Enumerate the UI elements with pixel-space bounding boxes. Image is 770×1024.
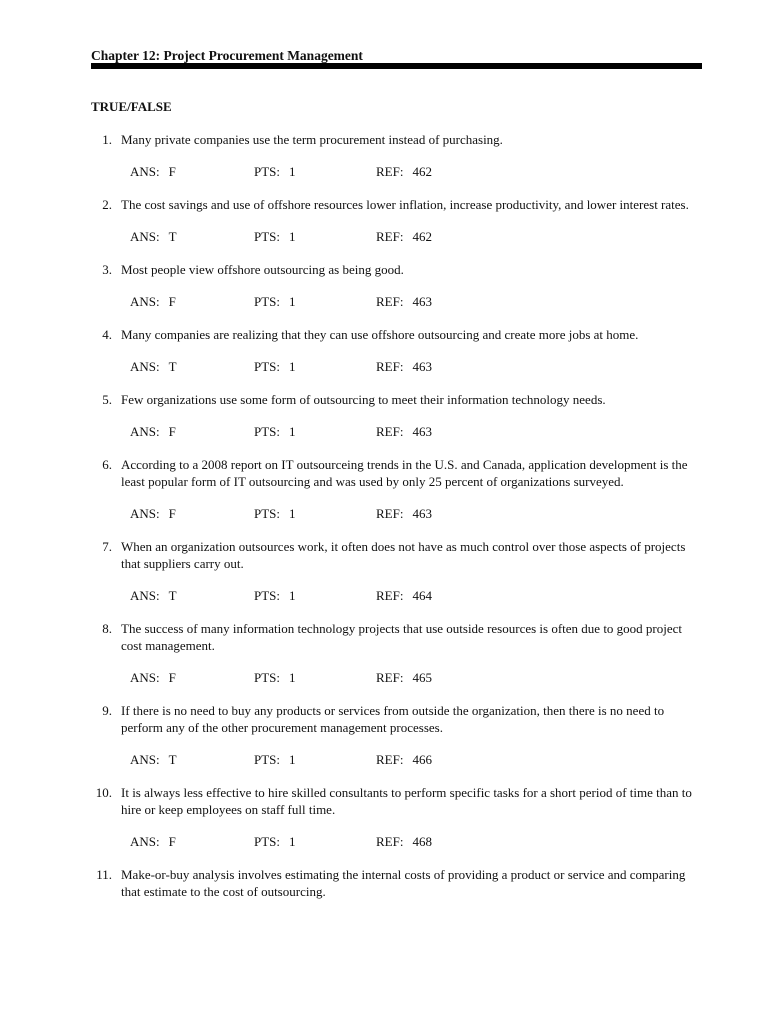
question-list bbox=[91, 131, 706, 916]
answer-line bbox=[91, 228, 706, 245]
question-text: It is always less effective to hire skilled consultants to perform specific tasks for a short period of time than to hire or keep employees on staff full time. bbox=[121, 785, 692, 817]
question-text: If there is no need to buy any products or services from outside the organization, then there is no need to perform any of the other procurement management processes. bbox=[121, 703, 665, 735]
ref-label: REF: bbox=[376, 752, 404, 767]
answer-line bbox=[91, 423, 706, 440]
pts-label: PTS: bbox=[254, 359, 281, 374]
question-number: 3. bbox=[102, 262, 112, 277]
ref-label: REF: bbox=[376, 229, 404, 244]
ans-value: F bbox=[168, 670, 176, 685]
ans-value: F bbox=[168, 424, 176, 439]
pts-label: PTS: bbox=[254, 752, 281, 767]
pts-label: PTS: bbox=[254, 670, 281, 685]
ans-label: ANS: bbox=[130, 229, 160, 244]
pts-label: PTS: bbox=[254, 834, 281, 849]
question-number: 1. bbox=[102, 132, 112, 147]
ans-value: F bbox=[168, 164, 176, 179]
ref-value: 463 bbox=[412, 359, 432, 374]
ans-label: ANS: bbox=[130, 834, 160, 849]
pts-label: PTS: bbox=[254, 294, 281, 309]
question-item bbox=[91, 702, 706, 768]
answer-line bbox=[91, 293, 706, 310]
pts-label: PTS: bbox=[254, 506, 281, 521]
ref-label: REF: bbox=[376, 164, 404, 179]
ans-label: ANS: bbox=[130, 164, 160, 179]
question-item bbox=[91, 866, 706, 900]
question-number: 8. bbox=[102, 621, 112, 636]
ref-value: 463 bbox=[412, 424, 432, 439]
pts-label: PTS: bbox=[254, 424, 281, 439]
ref-value: 464 bbox=[412, 588, 432, 603]
ref-label: REF: bbox=[376, 670, 404, 685]
answer-line bbox=[91, 163, 706, 180]
question-text: Many private companies use the term procurement instead of purchasing. bbox=[121, 132, 503, 147]
question-text: The cost savings and use of offshore resources lower inflation, increase productivity, and lower interest rates. bbox=[121, 197, 689, 212]
ref-label: REF: bbox=[376, 506, 404, 521]
ans-value: F bbox=[168, 834, 176, 849]
pts-label: PTS: bbox=[254, 588, 281, 603]
ans-label: ANS: bbox=[130, 670, 160, 685]
chapter-title: Chapter 12: Project Procurement Management bbox=[91, 48, 363, 63]
question-number: 6. bbox=[102, 457, 112, 472]
ref-label: REF: bbox=[376, 588, 404, 603]
pts-value: 1 bbox=[289, 506, 296, 521]
question-text: According to a 2008 report on IT outsourceing trends in the U.S. and Canada, application development is the least popular form of IT outsourcing and was used by only 25 percent of organizations surveyed. bbox=[121, 457, 688, 489]
question-text: Many companies are realizing that they can use offshore outsourcing and create more jobs at home. bbox=[121, 327, 639, 342]
question-text: Few organizations use some form of outsourcing to meet their information technology needs. bbox=[121, 392, 606, 407]
ans-label: ANS: bbox=[130, 588, 160, 603]
question-item bbox=[91, 261, 706, 310]
pts-value: 1 bbox=[289, 294, 296, 309]
ans-value: F bbox=[168, 506, 176, 521]
ans-label: ANS: bbox=[130, 424, 160, 439]
ans-value: T bbox=[168, 229, 177, 244]
ans-label: ANS: bbox=[130, 506, 160, 521]
question-text: Make-or-buy analysis involves estimating the internal costs of providing a product or service and comparing that estimate to the cost of outsourcing. bbox=[121, 867, 686, 899]
ref-value: 463 bbox=[412, 506, 432, 521]
answer-line bbox=[91, 751, 706, 768]
pts-value: 1 bbox=[289, 670, 296, 685]
pts-label: PTS: bbox=[254, 229, 281, 244]
answer-line bbox=[91, 505, 706, 522]
pts-value: 1 bbox=[289, 834, 296, 849]
answer-line bbox=[91, 358, 706, 375]
ref-value: 468 bbox=[412, 834, 432, 849]
ans-value: F bbox=[168, 294, 176, 309]
pts-value: 1 bbox=[289, 752, 296, 767]
ans-label: ANS: bbox=[130, 294, 160, 309]
pts-value: 1 bbox=[289, 424, 296, 439]
question-text: When an organization outsources work, it often does not have as much control over those aspects of projects that suppliers carry out. bbox=[121, 539, 686, 571]
answer-line bbox=[91, 669, 706, 686]
question-number: 4. bbox=[102, 327, 112, 342]
ref-label: REF: bbox=[376, 834, 404, 849]
ans-label: ANS: bbox=[130, 752, 160, 767]
title-rule bbox=[91, 63, 702, 69]
question-item bbox=[91, 326, 706, 375]
ans-value: T bbox=[168, 588, 177, 603]
ref-label: REF: bbox=[376, 359, 404, 374]
answer-line bbox=[91, 833, 706, 850]
question-number: 2. bbox=[102, 197, 112, 212]
ref-value: 463 bbox=[412, 294, 432, 309]
ans-label: ANS: bbox=[130, 359, 160, 374]
pts-value: 1 bbox=[289, 229, 296, 244]
ref-value: 466 bbox=[412, 752, 432, 767]
ref-label: REF: bbox=[376, 294, 404, 309]
question-item bbox=[91, 784, 706, 850]
question-number: 11. bbox=[96, 867, 112, 882]
ans-value: T bbox=[168, 359, 177, 374]
question-item bbox=[91, 620, 706, 686]
answer-line bbox=[91, 587, 706, 604]
ref-value: 465 bbox=[412, 670, 432, 685]
question-item bbox=[91, 456, 706, 522]
question-number: 10. bbox=[95, 785, 112, 800]
ref-value: 462 bbox=[412, 229, 432, 244]
question-item bbox=[91, 196, 706, 245]
question-item bbox=[91, 391, 706, 440]
pts-value: 1 bbox=[289, 359, 296, 374]
question-number: 5. bbox=[102, 392, 112, 407]
pts-label: PTS: bbox=[254, 164, 281, 179]
question-text: The success of many information technology projects that use outside resources is often due to good project cost management. bbox=[121, 621, 683, 653]
pts-value: 1 bbox=[289, 164, 296, 179]
question-item bbox=[91, 538, 706, 604]
pts-value: 1 bbox=[289, 588, 296, 603]
question-number: 7. bbox=[102, 539, 112, 554]
question-item bbox=[91, 131, 706, 180]
question-number: 9. bbox=[102, 703, 112, 718]
ref-value: 462 bbox=[412, 164, 432, 179]
ans-value: T bbox=[168, 752, 177, 767]
ref-label: REF: bbox=[376, 424, 404, 439]
question-text: Most people view offshore outsourcing as being good. bbox=[121, 262, 404, 277]
section-heading: TRUE/FALSE bbox=[91, 99, 172, 114]
